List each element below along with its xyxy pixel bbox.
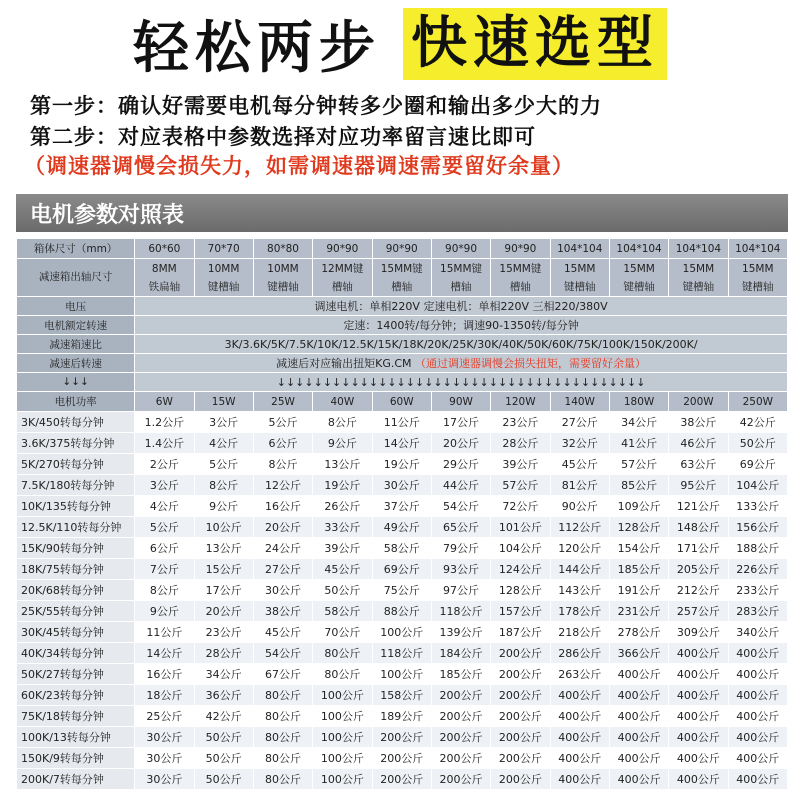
table-row — [17, 475, 788, 496]
torque-cell: 100公斤 — [372, 622, 431, 643]
torque-cell: 400公斤 — [669, 706, 728, 727]
torque-cell: 154公斤 — [609, 538, 668, 559]
torque-cell: 143公斤 — [550, 580, 609, 601]
torque-cell: 200公斤 — [431, 727, 490, 748]
box-size-cell: 90*90 — [431, 239, 490, 259]
torque-cell: 20公斤 — [253, 517, 312, 538]
torque-cell: 20公斤 — [431, 433, 490, 454]
shaft-cell: 8MM 铁扁轴 — [135, 259, 194, 297]
torque-cell: 11公斤 — [135, 622, 194, 643]
torque-cell: 19公斤 — [372, 454, 431, 475]
torque-cell: 1.4公斤 — [135, 433, 194, 454]
power-label: 电机功率 — [17, 392, 135, 412]
torque-cell: 30公斤 — [253, 580, 312, 601]
after-speed-label: 减速后转速 — [17, 354, 135, 373]
rated-speed-row — [17, 316, 788, 335]
torque-cell: 200公斤 — [431, 769, 490, 790]
ratio-row — [17, 335, 788, 354]
torque-cell: 34公斤 — [194, 664, 253, 685]
torque-cell: 63公斤 — [669, 454, 728, 475]
torque-cell: 400公斤 — [550, 769, 609, 790]
torque-cell: 400公斤 — [728, 664, 787, 685]
torque-cell: 44公斤 — [431, 475, 490, 496]
torque-cell: 80公斤 — [313, 643, 372, 664]
torque-cell: 231公斤 — [609, 601, 668, 622]
torque-cell: 88公斤 — [372, 601, 431, 622]
shaft-cell: 15MM 键槽轴 — [609, 259, 668, 297]
table-row — [17, 433, 788, 454]
power-cell: 250W — [728, 392, 787, 412]
torque-cell: 11公斤 — [372, 412, 431, 433]
torque-cell: 58公斤 — [372, 538, 431, 559]
torque-cell: 18公斤 — [135, 685, 194, 706]
torque-cell: 4公斤 — [135, 496, 194, 517]
torque-cell: 188公斤 — [728, 538, 787, 559]
torque-cell: 400公斤 — [728, 769, 787, 790]
torque-cell: 26公斤 — [313, 496, 372, 517]
speed-label: 15K/90转每分钟 — [17, 538, 135, 559]
title-part1: 轻松两步 — [133, 16, 381, 81]
torque-cell: 79公斤 — [431, 538, 490, 559]
table-row — [17, 412, 788, 433]
torque-cell: 58公斤 — [313, 601, 372, 622]
torque-cell: 100公斤 — [313, 685, 372, 706]
torque-cell: 212公斤 — [669, 580, 728, 601]
torque-cell: 205公斤 — [669, 559, 728, 580]
power-cell: 120W — [491, 392, 550, 412]
torque-cell: 65公斤 — [431, 517, 490, 538]
torque-cell: 8公斤 — [253, 454, 312, 475]
torque-cell: 1.2公斤 — [135, 412, 194, 433]
torque-cell: 400公斤 — [669, 748, 728, 769]
torque-cell: 37公斤 — [372, 496, 431, 517]
torque-cell: 12公斤 — [253, 475, 312, 496]
step-1-text: 第一步：确认好需要电机每分钟转多少圈和输出多少大的力 — [30, 94, 602, 118]
torque-cell: 200公斤 — [491, 706, 550, 727]
torque-cell: 16公斤 — [135, 664, 194, 685]
speed-label: 75K/18转每分钟 — [17, 706, 135, 727]
torque-cell: 226公斤 — [728, 559, 787, 580]
torque-cell: 42公斤 — [728, 412, 787, 433]
torque-cell: 185公斤 — [431, 664, 490, 685]
torque-cell: 400公斤 — [550, 727, 609, 748]
torque-cell: 233公斤 — [728, 580, 787, 601]
torque-cell: 8公斤 — [313, 412, 372, 433]
torque-cell: 29公斤 — [431, 454, 490, 475]
torque-cell: 38公斤 — [669, 412, 728, 433]
torque-cell: 400公斤 — [609, 727, 668, 748]
box-size-cell: 104*104 — [669, 239, 728, 259]
speed-label: 150K/9转每分钟 — [17, 748, 135, 769]
torque-cell: 5公斤 — [253, 412, 312, 433]
torque-cell: 120公斤 — [550, 538, 609, 559]
torque-cell: 75公斤 — [372, 580, 431, 601]
shaft-cell: 15MM键 槽轴 — [431, 259, 490, 297]
torque-cell: 400公斤 — [609, 685, 668, 706]
power-cell: 140W — [550, 392, 609, 412]
torque-cell: 80公斤 — [253, 685, 312, 706]
torque-cell: 27公斤 — [253, 559, 312, 580]
speed-label: 100K/13转每分钟 — [17, 727, 135, 748]
torque-cell: 366公斤 — [609, 643, 668, 664]
torque-cell: 104公斤 — [728, 475, 787, 496]
torque-cell: 121公斤 — [669, 496, 728, 517]
torque-cell: 400公斤 — [669, 685, 728, 706]
torque-cell: 28公斤 — [491, 433, 550, 454]
torque-cell: 72公斤 — [491, 496, 550, 517]
torque-cell: 14公斤 — [135, 643, 194, 664]
table-row — [17, 769, 788, 790]
box-size-cell: 104*104 — [728, 239, 787, 259]
torque-cell: 100公斤 — [313, 748, 372, 769]
torque-cell: 400公斤 — [609, 706, 668, 727]
torque-cell: 118公斤 — [431, 601, 490, 622]
shaft-cell: 10MM 键槽轴 — [253, 259, 312, 297]
torque-cell: 24公斤 — [253, 538, 312, 559]
table-row — [17, 580, 788, 601]
torque-cell: 5公斤 — [194, 454, 253, 475]
torque-cell: 200公斤 — [491, 727, 550, 748]
speed-label: 40K/34转每分钟 — [17, 643, 135, 664]
rated-speed-value: 定速：1400转/每分钟；调速90-1350转/每分钟 — [135, 316, 788, 335]
torque-cell: 100公斤 — [372, 664, 431, 685]
speed-label: 12.5K/110转每分钟 — [17, 517, 135, 538]
torque-cell: 25公斤 — [135, 706, 194, 727]
torque-cell: 400公斤 — [728, 706, 787, 727]
torque-cell: 30公斤 — [135, 769, 194, 790]
table-row — [17, 454, 788, 475]
table-row — [17, 727, 788, 748]
torque-cell: 400公斤 — [609, 769, 668, 790]
page-title — [0, 4, 800, 84]
table-row — [17, 643, 788, 664]
speed-label: 7.5K/180转每分钟 — [17, 475, 135, 496]
torque-cell: 81公斤 — [550, 475, 609, 496]
torque-cell: 50公斤 — [194, 769, 253, 790]
arrows-value: ↓↓↓↓↓↓↓↓↓↓↓↓↓↓↓↓↓↓↓↓↓↓↓↓↓↓↓↓↓↓↓↓↓↓↓↓↓↓↓↓ — [135, 373, 788, 392]
torque-cell: 50公斤 — [194, 748, 253, 769]
torque-cell: 191公斤 — [609, 580, 668, 601]
torque-cell: 17公斤 — [194, 580, 253, 601]
torque-cell: 30公斤 — [372, 475, 431, 496]
torque-cell: 100公斤 — [313, 727, 372, 748]
torque-cell: 57公斤 — [609, 454, 668, 475]
torque-cell: 85公斤 — [609, 475, 668, 496]
shaft-label: 减速箱出轴尺寸 — [17, 259, 135, 297]
after-speed-row — [17, 354, 788, 373]
torque-cell: 400公斤 — [728, 685, 787, 706]
box-size-cell: 80*80 — [253, 239, 312, 259]
speed-label: 3K/450转每分钟 — [17, 412, 135, 433]
torque-cell: 148公斤 — [669, 517, 728, 538]
torque-cell: 67公斤 — [253, 664, 312, 685]
torque-cell: 3公斤 — [135, 475, 194, 496]
torque-cell: 184公斤 — [431, 643, 490, 664]
speed-label: 60K/23转每分钟 — [17, 685, 135, 706]
box-size-row — [17, 239, 788, 259]
power-row — [17, 392, 788, 412]
torque-cell: 45公斤 — [550, 454, 609, 475]
torque-cell: 41公斤 — [609, 433, 668, 454]
shaft-cell: 15MM 键槽轴 — [669, 259, 728, 297]
after-speed-value: 减速后对应输出扭矩KG.CM — [276, 357, 412, 370]
torque-cell: 400公斤 — [609, 748, 668, 769]
torque-cell: 9公斤 — [313, 433, 372, 454]
box-size-cell: 70*70 — [194, 239, 253, 259]
torque-cell: 128公斤 — [491, 580, 550, 601]
box-size-cell: 90*90 — [313, 239, 372, 259]
torque-cell: 101公斤 — [491, 517, 550, 538]
torque-cell: 189公斤 — [372, 706, 431, 727]
table-row — [17, 706, 788, 727]
torque-cell: 28公斤 — [194, 643, 253, 664]
power-cell: 15W — [194, 392, 253, 412]
ratio-value: 3K/3.6K/5K/7.5K/10K/12.5K/15K/18K/20K/25K/30K/40K/50K/60K/75K/100K/150K/200K/ — [135, 335, 788, 354]
torque-cell: 400公斤 — [609, 664, 668, 685]
torque-cell: 36公斤 — [194, 685, 253, 706]
step-2-text: 第二步：对应表格中参数选择对应功率留言速比即可 — [30, 125, 536, 149]
speed-label: 3.6K/375转每分钟 — [17, 433, 135, 454]
torque-cell: 2公斤 — [135, 454, 194, 475]
shaft-cell: 15MM键 槽轴 — [491, 259, 550, 297]
torque-cell: 104公斤 — [491, 538, 550, 559]
shaft-cell: 10MM 键槽轴 — [194, 259, 253, 297]
voltage-value: 调速电机：单相220V 定速电机：单相220V 三相220/380V — [135, 297, 788, 316]
torque-cell: 286公斤 — [550, 643, 609, 664]
torque-cell: 39公斤 — [313, 538, 372, 559]
torque-cell: 30公斤 — [135, 727, 194, 748]
shaft-cell: 12MM键 槽轴 — [313, 259, 372, 297]
torque-cell: 95公斤 — [669, 475, 728, 496]
torque-cell: 80公斤 — [253, 706, 312, 727]
torque-cell: 400公斤 — [728, 727, 787, 748]
after-speed-cell — [135, 354, 788, 373]
table-title: 电机参数对照表 — [30, 202, 185, 228]
table-row — [17, 517, 788, 538]
shaft-cell: 15MM 键槽轴 — [728, 259, 787, 297]
torque-cell: 80公斤 — [253, 748, 312, 769]
torque-cell: 8公斤 — [135, 580, 194, 601]
power-cell: 40W — [313, 392, 372, 412]
torque-cell: 278公斤 — [609, 622, 668, 643]
torque-cell: 57公斤 — [491, 475, 550, 496]
torque-cell: 9公斤 — [135, 601, 194, 622]
after-speed-note: （通过调速器调慢会损失扭矩，需要留好余量） — [415, 357, 647, 370]
torque-cell: 178公斤 — [550, 601, 609, 622]
torque-cell: 200公斤 — [491, 664, 550, 685]
torque-cell: 128公斤 — [609, 517, 668, 538]
torque-cell: 200公斤 — [491, 748, 550, 769]
torque-cell: 69公斤 — [728, 454, 787, 475]
torque-cell: 283公斤 — [728, 601, 787, 622]
torque-cell: 16公斤 — [253, 496, 312, 517]
torque-cell: 400公斤 — [550, 748, 609, 769]
speed-label: 10K/135转每分钟 — [17, 496, 135, 517]
box-size-cell: 104*104 — [609, 239, 668, 259]
title-part2-highlight: 快速选型 — [403, 8, 667, 80]
table-row — [17, 538, 788, 559]
torque-cell: 200公斤 — [491, 685, 550, 706]
torque-cell: 200公斤 — [431, 748, 490, 769]
torque-cell: 8公斤 — [194, 475, 253, 496]
torque-cell: 30公斤 — [135, 748, 194, 769]
torque-cell: 112公斤 — [550, 517, 609, 538]
torque-cell: 70公斤 — [313, 622, 372, 643]
torque-cell: 20公斤 — [194, 601, 253, 622]
table-row — [17, 664, 788, 685]
box-size-cell: 90*90 — [372, 239, 431, 259]
torque-cell: 400公斤 — [669, 664, 728, 685]
torque-cell: 187公斤 — [491, 622, 550, 643]
speed-label: 5K/270转每分钟 — [17, 454, 135, 475]
torque-cell: 80公斤 — [253, 727, 312, 748]
torque-cell: 6公斤 — [253, 433, 312, 454]
torque-cell: 90公斤 — [550, 496, 609, 517]
torque-cell: 158公斤 — [372, 685, 431, 706]
table-row — [17, 748, 788, 769]
speed-label: 18K/75转每分钟 — [17, 559, 135, 580]
arrows-row — [17, 373, 788, 392]
torque-cell: 49公斤 — [372, 517, 431, 538]
power-cell: 25W — [253, 392, 312, 412]
torque-cell: 50公斤 — [194, 727, 253, 748]
torque-cell: 4公斤 — [194, 433, 253, 454]
ratio-label: 减速箱速比 — [17, 335, 135, 354]
torque-cell: 133公斤 — [728, 496, 787, 517]
torque-cell: 185公斤 — [609, 559, 668, 580]
torque-cell: 400公斤 — [669, 643, 728, 664]
torque-cell: 200公斤 — [372, 748, 431, 769]
torque-cell: 23公斤 — [491, 412, 550, 433]
rated-speed-label: 电机额定转速 — [17, 316, 135, 335]
torque-cell: 13公斤 — [313, 454, 372, 475]
table-row — [17, 601, 788, 622]
torque-cell: 200公斤 — [491, 769, 550, 790]
torque-cell: 400公斤 — [669, 727, 728, 748]
torque-cell: 7公斤 — [135, 559, 194, 580]
power-cell: 180W — [609, 392, 668, 412]
torque-cell: 100公斤 — [313, 706, 372, 727]
torque-cell: 23公斤 — [194, 622, 253, 643]
torque-cell: 118公斤 — [372, 643, 431, 664]
torque-cell: 200公斤 — [431, 685, 490, 706]
torque-cell: 200公斤 — [372, 769, 431, 790]
motor-param-table — [16, 238, 788, 790]
torque-cell: 156公斤 — [728, 517, 787, 538]
torque-cell: 69公斤 — [372, 559, 431, 580]
power-cell: 90W — [431, 392, 490, 412]
torque-cell: 171公斤 — [669, 538, 728, 559]
torque-cell: 80公斤 — [313, 664, 372, 685]
torque-cell: 34公斤 — [609, 412, 668, 433]
torque-cell: 38公斤 — [253, 601, 312, 622]
table-row — [17, 559, 788, 580]
torque-cell: 19公斤 — [313, 475, 372, 496]
torque-cell: 93公斤 — [431, 559, 490, 580]
torque-cell: 5公斤 — [135, 517, 194, 538]
torque-cell: 13公斤 — [194, 538, 253, 559]
torque-cell: 50公斤 — [728, 433, 787, 454]
torque-cell: 124公斤 — [491, 559, 550, 580]
torque-cell: 17公斤 — [431, 412, 490, 433]
table-row — [17, 685, 788, 706]
shaft-cell: 15MM 键槽轴 — [550, 259, 609, 297]
speed-label: 200K/7转每分钟 — [17, 769, 135, 790]
voltage-label: 电压 — [17, 297, 135, 316]
torque-cell: 218公斤 — [550, 622, 609, 643]
torque-cell: 97公斤 — [431, 580, 490, 601]
voltage-row — [17, 297, 788, 316]
torque-cell: 400公斤 — [550, 706, 609, 727]
speed-label: 20K/68转每分钟 — [17, 580, 135, 601]
torque-cell: 3公斤 — [194, 412, 253, 433]
torque-cell: 54公斤 — [431, 496, 490, 517]
torque-cell: 200公斤 — [372, 727, 431, 748]
torque-cell: 157公斤 — [491, 601, 550, 622]
torque-cell: 200公斤 — [431, 706, 490, 727]
shaft-row — [17, 259, 788, 297]
power-cell: 200W — [669, 392, 728, 412]
torque-cell: 50公斤 — [313, 580, 372, 601]
torque-cell: 42公斤 — [194, 706, 253, 727]
torque-cell: 340公斤 — [728, 622, 787, 643]
torque-cell: 309公斤 — [669, 622, 728, 643]
table-row — [17, 622, 788, 643]
box-size-cell: 90*90 — [491, 239, 550, 259]
box-size-cell: 104*104 — [550, 239, 609, 259]
torque-cell: 14公斤 — [372, 433, 431, 454]
torque-cell: 400公斤 — [550, 685, 609, 706]
speed-label: 50K/27转每分钟 — [17, 664, 135, 685]
torque-cell: 9公斤 — [194, 496, 253, 517]
table-title-bar — [16, 194, 788, 232]
power-cell: 6W — [135, 392, 194, 412]
torque-cell: 400公斤 — [728, 748, 787, 769]
torque-cell: 15公斤 — [194, 559, 253, 580]
table-row — [17, 496, 788, 517]
arrows-label: ↓↓↓ — [17, 373, 135, 392]
torque-cell: 45公斤 — [253, 622, 312, 643]
torque-cell: 200公斤 — [491, 643, 550, 664]
torque-cell: 32公斤 — [550, 433, 609, 454]
torque-cell: 10公斤 — [194, 517, 253, 538]
shaft-cell: 15MM键 槽轴 — [372, 259, 431, 297]
torque-cell: 139公斤 — [431, 622, 490, 643]
torque-cell: 6公斤 — [135, 538, 194, 559]
torque-cell: 400公斤 — [728, 643, 787, 664]
torque-cell: 109公斤 — [609, 496, 668, 517]
box-size-label: 箱体尺寸（mm） — [17, 239, 135, 259]
torque-cell: 45公斤 — [313, 559, 372, 580]
torque-cell: 144公斤 — [550, 559, 609, 580]
torque-cell: 33公斤 — [313, 517, 372, 538]
power-cell: 60W — [372, 392, 431, 412]
torque-cell: 80公斤 — [253, 769, 312, 790]
torque-cell: 54公斤 — [253, 643, 312, 664]
warning-note: （调速器调慢会损失力，如需调速器调速需要留好余量） — [24, 154, 574, 178]
torque-cell: 257公斤 — [669, 601, 728, 622]
speed-label: 25K/55转每分钟 — [17, 601, 135, 622]
torque-cell: 46公斤 — [669, 433, 728, 454]
box-size-cell: 60*60 — [135, 239, 194, 259]
speed-label: 30K/45转每分钟 — [17, 622, 135, 643]
torque-cell: 39公斤 — [491, 454, 550, 475]
torque-cell: 27公斤 — [550, 412, 609, 433]
torque-cell: 400公斤 — [669, 769, 728, 790]
torque-cell: 263公斤 — [550, 664, 609, 685]
torque-cell: 100公斤 — [313, 769, 372, 790]
